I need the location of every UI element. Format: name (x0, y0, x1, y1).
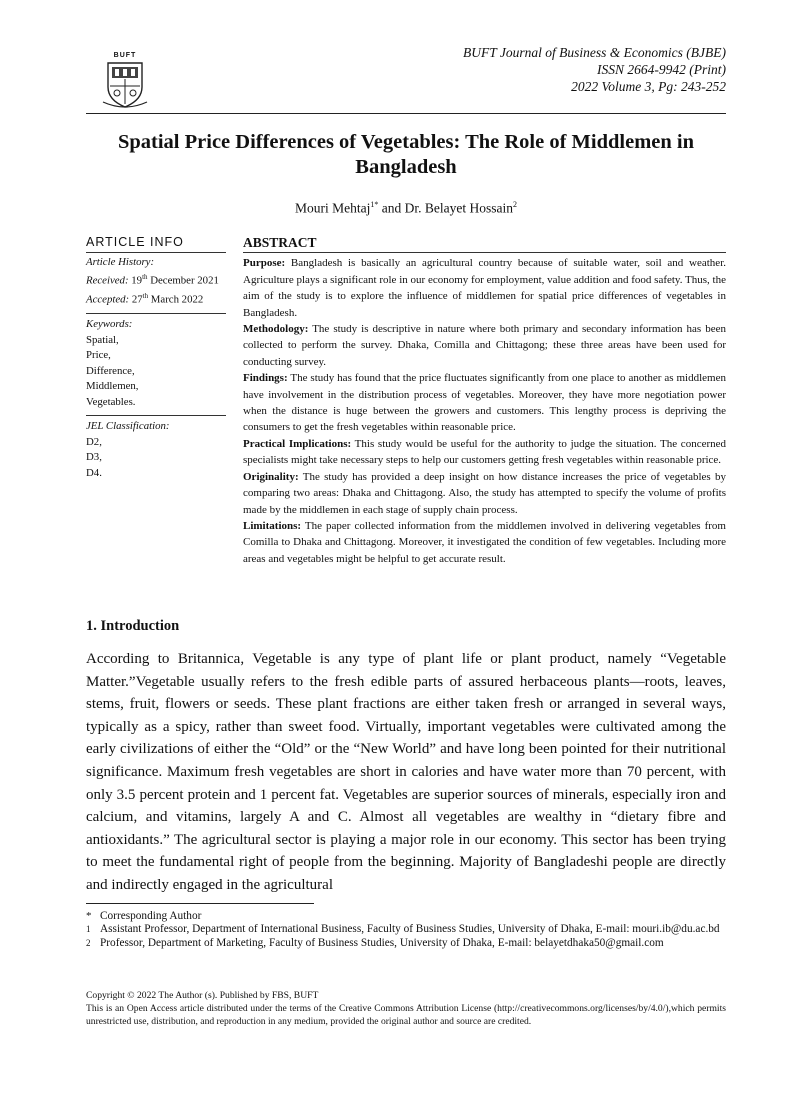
paper-title: Spatial Price Differences of Vegetables: The Role of Middlemen in Bangladesh (117, 131, 694, 178)
footnote: 2 Professor, Department of Marketing, Faculty of Business Studies, University of Dhaka, E-mail: belayetdhaka50@gmail.com (86, 936, 664, 949)
keyword-list (86, 333, 226, 411)
abstract-originality: Originality: The study has provided a deep insight on how distance increases the price of vegetables by comparing two areas: Dhaka and Chittagong. Also, the study has attempted to specify the volume of profits made by the middlemen in each stage of supply chain process. (243, 470, 726, 516)
divider (86, 313, 226, 314)
footnote: 1 Assistant Professor, Department of International Business, Faculty of Business Studies, University of Dhaka, E-mail: mouri.ib@du.ac.bd (86, 923, 720, 936)
header-rule (86, 113, 726, 114)
article-info (86, 235, 226, 481)
article-history-label: Article History: (86, 255, 155, 268)
copyright-line: Copyright © 2022 The Author (s). Published by FBS, BUFT (86, 990, 319, 1001)
author-joiner: and (378, 200, 405, 216)
jel-label: JEL Classification: (86, 420, 170, 433)
article-info-heading: ARTICLE INFO (86, 235, 226, 253)
keyword: Vegetables. (86, 395, 136, 408)
footnote-rule (86, 903, 314, 904)
author-2-affiliation: 2 (512, 200, 517, 209)
footnote: * Corresponding Author (86, 910, 202, 922)
jel-code: D3, (86, 451, 102, 464)
copyright-block (86, 990, 726, 1029)
abstract (243, 235, 726, 567)
abstract-limitations: Limitations: The paper collected information from the middlemen involved in delivering vegetables from Comilla to Dhaka and Chittagong. Moreover, it investigated the condition of few vegetables. Including more areas and vegetables might be helpful to get accurate result. (243, 519, 726, 565)
introduction-text: ccording to Britannica, Vegetable is any type of plant life or plant product, namely “Vegetable Matter.”Vegetable usually refers to the fresh edible parts of assured herbaceous plants—roots, leaves, stems, fruit, flowers or seeds. These plant fractions are either taken fresh or arranged in several ways, typically as a spicy, rather than sweet food. Virtually, important vegetables were cultivated among the early civilizations of either the “Old” or the “New World” and have long been pointed for their nutritional significance. Maximum fresh vegetables are short in calories and have water more than 70 percent, with only 3.5 percent protein and 1 percent fat. Vegetables are superior sources of minerals, especially iron and calcium, and vitamins, largely A and C. Almost all vegetables are wealthy in “dietary fibre and antioxidants.” The agricultural sector is playing a major role in our economy. This sector has been trying to meet the fundamental right of people from the beginning. Majority of Bangladeshi people are directly and indirectly engaged in the agricultural (86, 651, 726, 893)
abstract-heading: ABSTRACT (243, 235, 726, 253)
logo-text: BUFT (113, 52, 137, 59)
abstract-findings: Findings: The study has found that the price fluctuates significantly from one place to another as middlemen have involvement in the distribution process of vegetables. Moreover, they have more negotiation power when the distance is huge between the growers and customers. This lengthy process is depriving the consumers to get the fresh vegetables within reasonable price. (243, 372, 726, 434)
keyword: Price, (86, 349, 111, 362)
accepted-date: Accepted: 27th March 2022 (86, 292, 204, 306)
abstract-methodology: Methodology: The study is descriptive in nature where both primary and secondary information has been collected to perform the survey. Dhaka, Comilla and Chittagong; these three areas have been used for conducting survey. (243, 323, 726, 368)
received-date: Received: 19th December 2021 (86, 273, 219, 287)
crest-icon (101, 60, 149, 110)
author-1: Mouri Mehtaj (295, 200, 371, 216)
jel-code: D2, (86, 435, 102, 448)
abstract-implications: Practical Implications: This study would be useful for the authority to judge the situation. The concerned specialists might take necessary steps to help our customers getting fresh vegetables within reasonable price. (243, 437, 727, 467)
author-2: Dr. Belayet Hossain (404, 200, 513, 216)
author-1-affiliation: 1* (370, 200, 379, 209)
jel-code: D4. (86, 466, 102, 479)
divider (86, 415, 226, 416)
buft-logo (101, 52, 149, 110)
jel-list (86, 435, 226, 482)
license-text: This is an Open Access article distributed under the terms of the Creative Commons Attribution License (http://creativecommons.org/licenses/by/4.0/),which permits unrestricted use, distribution, and reproduction in any medium, provided the original author and source are credited. (86, 1003, 726, 1027)
author-line (80, 200, 732, 217)
journal-name: BUFT Journal of Business & Economics (BJBE) (463, 45, 726, 60)
journal-issn: ISSN 2664-9942 (Print) (597, 62, 726, 77)
drop-cap: A (86, 651, 97, 667)
keyword: Middlemen, (86, 380, 139, 393)
journal-volume: 2022 Volume 3, Pg: 243-252 (571, 79, 726, 94)
journal-header (463, 44, 726, 95)
footnotes (86, 910, 726, 950)
keyword: Spatial, (86, 333, 119, 346)
keyword: Difference, (86, 364, 135, 377)
abstract-purpose: Purpose: Bangladesh is basically an agricultural country because of suitable water, soil and weather. Agriculture plays a significant role in our economy for employment, value addition and food safety. Thus, the aim of the study is to explore the influence of middlemen for spatial price differences of vegetables in Bangladesh. (243, 257, 726, 319)
keywords-label: Keywords: (86, 318, 133, 331)
introduction-body (86, 648, 726, 897)
introduction-heading: 1. Introduction (86, 618, 180, 634)
